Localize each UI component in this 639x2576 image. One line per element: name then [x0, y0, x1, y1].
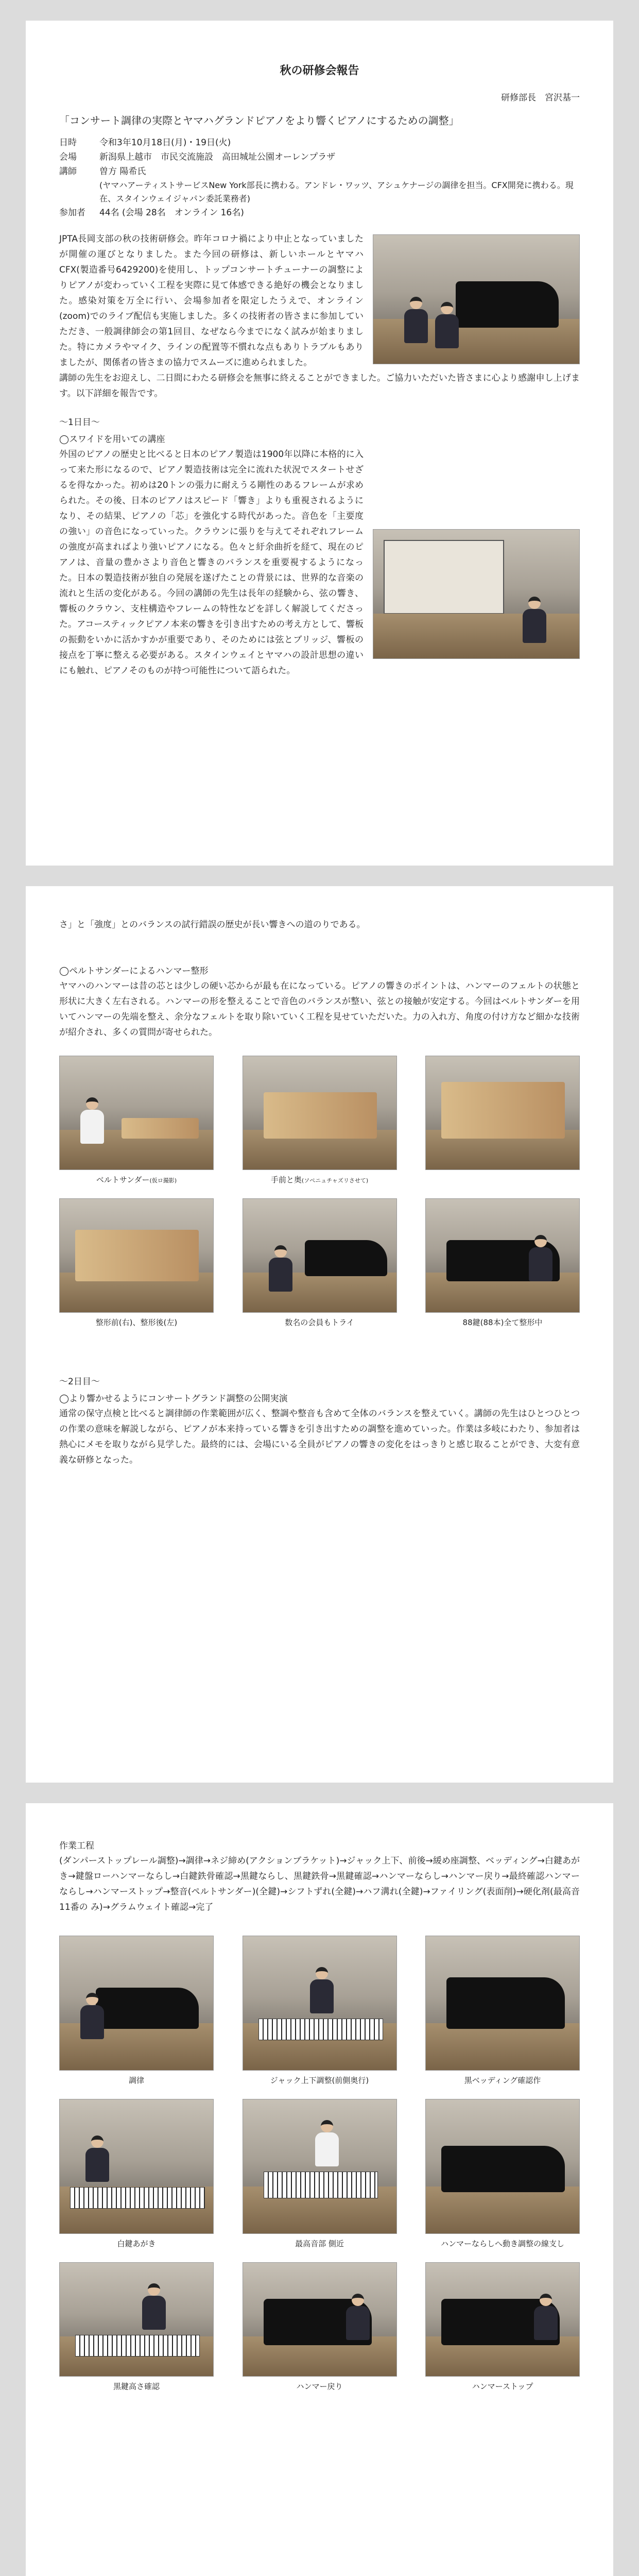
intro-paragraph-2: 講師の先生をお迎えし、二日間にわたる研修会を無事に終えることができました。ご協力いただいた皆さまに心より感謝申し上げます。以下詳細を報告です。 [59, 373, 580, 399]
slide-screen [384, 540, 504, 614]
photo-tuning [59, 1936, 214, 2086]
venue-value: 新潟県上越市 市民交流施設 高田城址公園オーレンプラザ [99, 152, 336, 162]
attendees-label: 参加者 [59, 208, 85, 218]
day1-subheading: ◯スワイドを用いての講座 [59, 434, 165, 445]
report-page-1 [26, 21, 613, 866]
hammer-heading: ◯ペルトサンダーによるハンマー整形 [59, 966, 209, 976]
photo-hammer-stop [425, 2262, 580, 2392]
date-value: 令和3年10月18日(月)・19日(火) [99, 138, 231, 148]
caption-note: (ソペニュチャズリさせて) [301, 1177, 369, 1184]
caption: 数名の会員もトライ [285, 1318, 354, 1327]
report-page-3 [26, 1803, 613, 2576]
photo-hammer-closeup [425, 1056, 580, 1185]
photo-belt-sander [59, 1056, 214, 1185]
event-info [59, 135, 580, 220]
lecturer-note: (ヤマハアーティストサービスNew York部長に携わる。アンドレ・ワッツ、アシュケナージの調律を担当。CFX開発に携わる。現在、スタインウェイジャパン委託業務者) [99, 180, 574, 204]
work-heading: 作業工程 [59, 1841, 94, 1851]
date-label: 日時 [59, 138, 77, 148]
seminar-title: 「コンサート調律の実際とヤマハグランドピアノをより響くピアノにするための調整」 [59, 114, 459, 127]
caption: 白鍵あがき [117, 2239, 156, 2248]
photo-jack-adjust [243, 1936, 397, 2086]
caption: 手前と奥 [270, 1175, 302, 1184]
caption: ハンマーストップ [472, 2382, 533, 2391]
photo-row-4 [59, 2099, 580, 2249]
photo-hammer-return [243, 2262, 397, 2392]
day2-subheading: ◯より響かせるようにコンサートグランド調整の公開実演 [59, 1394, 288, 1404]
day1-paragraph: 外国のピアノの歴史と比べると日本のピアノ製造は1900年以降に本格的に入って来た形になるので、ピアノ製造技術は完全に流れた状況でスタートせざるを得なかった。初めは20トンの張力に耐えうる剛性のあるフレームが求められた。その後、日本のピアノはスピード「響き」よりも重視されるようになり、その結果、ピアノの「芯」を強化する時代があった。音色を「主要度の強い」の音色になっていった。クラウンに張りを与えてそれぞれフレームの強度が高まればより強いピアノになる。色々と紆余曲折を経て、現在のピアノは、音量の豊かさより音色と響きのバランスを重要視するようになった。日本の製造技術が独自の発展を遂げたことの背景には、世界的な音楽の流れと生活の変化がある。今回の講師の先生は長年の経験から、弦の響き、響板のクラウン、支柱構造やフレームの特性などを詳しく解説してくださった。アコースティックピアノ本来の響きを引き出すための考え方として、響板の振動をいかに活かすかが重要であり、そのためには弦とブリッジ、響板の接点を丁寧に整える必要がある。スタインウェイとヤマハの設計思想の違いにも触れ、ピアノそのものが持つ可能性について語られた。 [59, 449, 364, 676]
attendees-value: 44名 (会場 28名 オンライン 16名) [99, 208, 244, 218]
lecturer-value: 曽方 陽希氏 [99, 166, 146, 177]
caption: 88鍵(88本)全て整形中 [462, 1318, 543, 1327]
photo-all-hammers [425, 1198, 580, 1328]
photo-bedding-check [425, 1936, 580, 2086]
hammer-paragraph: ヤマハのハンマーは昔の芯とは少しの硬い芯からが最も在になっている。ピアノの響きのポイントは、ハンマーのフェルトの状態と形状に大きく左右される。ハンマーの形を整えることで音色のバランスが整い、弦との接触が安定する。今回はベルトサンダーを用いてハンマーの先端を整え、余分なフェルトを取り除いていく工程を見せていただいた。力の入れ方、角度の付け方など細かな技術が紹介され、多くの質問が寄せられた。 [59, 981, 580, 1038]
caption: 黒ベッディング確認作 [464, 2076, 541, 2085]
reporter: 研修部長 宮沢基一 [501, 93, 580, 103]
photo-members-try [243, 1198, 397, 1328]
photo-treble-section [243, 2099, 397, 2249]
photo-before-after [59, 1198, 214, 1328]
lecture-photo [373, 234, 580, 364]
caption: 最高音部 側近 [295, 2239, 344, 2248]
caption: ベルトサンダー [96, 1175, 150, 1184]
caption: ハンマー戻り [296, 2382, 343, 2391]
photo-black-key-height [59, 2262, 214, 2392]
photo-row-3 [59, 1936, 580, 2086]
caption: ハンマーならしへ動き調整の線支し [440, 2239, 564, 2248]
slide-photo [373, 529, 580, 659]
report-page-2 [26, 886, 613, 1783]
caption: 黒鍵高さ確認 [113, 2382, 160, 2391]
caption-note: (仮ロ撮影) [149, 1177, 177, 1184]
venue-label: 会場 [59, 152, 77, 162]
caption: 整形前(右)、整形後(左) [95, 1318, 178, 1327]
lecturer-label: 講師 [59, 166, 77, 177]
day2-heading: 〜2日目〜 [59, 1377, 100, 1387]
day1-paragraph-cont: さ」と「強度」とのバランスの試行錯誤の歴史が長い響きへの道のりである。 [59, 920, 366, 930]
photo-hammer-line [425, 2099, 580, 2249]
caption: ジャック上下調整(前側奥行) [270, 2076, 369, 2085]
photo-row-2 [59, 1198, 580, 1328]
day2-paragraph: 通常の保守点検と比べると調律師の作業範囲が広く、整調や整音も含めて全体のバランスを整えていく。講師の先生はひとつひとつの作業の意味を解説しながら、ピアノが本来持っている響きを引き出すための調整を進めていった。作業は多岐にわたり、参加者は熱心にメモを取りながら見学した。最終的には、会場にいる全員がピアノの響きの変化をはっきりと感じ取ることができ、大変有意義な研修となった。 [59, 1409, 580, 1465]
intro-paragraph: JPTA長岡支部の秋の技術研修会。昨年コロナ禍により中止となっていましたが開催の運びとなりました。また今回の研修は、新しいホールとヤマハCFX(製造番号6429200)を使用し、トップコンサートチューナーの調整によりピアノが変わっていく工程を実際に見て体感できる絶好の機会となりました。感染対策を万全に行い、会場参加者を限定したうえで、オンライン(zoom)でのライブ配信も実施しました。多くの技術者の皆さまに参加していただき、一般調律師会の第1回目、なぜなら今までになく試みが始まりました。特にカメラやマイク、ラインの配置等不慣れな点もありトラブルもありましたが、関係者の皆さまの協力でスムーズに進められました。 [59, 234, 364, 368]
photo-row-5 [59, 2262, 580, 2392]
report-title: 秋の研修会報告 [280, 64, 359, 77]
work-flow: (ダンパーストップレール調整)→調律→ネジ締め(アクションブラケット)→ジャック上下、前後→緩め座調整、ベッディング→白鍵あがき→鍵盤ローハンマーならし→白鍵鉄骨確認→黒鍵ならし、黒鍵鉄骨→黒鍵確認→ハンマーならし→ハンマー戻り→最終確認ハンマーならし→ハンマーストップ→整音(ペルトサンダー)(全鍵)→シフトずれ(全鍵)→ハフ溝れ(全鍵)→ファイリング(表面削)→硬化剤(最高音11番の み)→グラムウェイト確認→完了 [59, 1856, 580, 1912]
day1-heading: 〜1日目〜 [59, 417, 100, 428]
caption: 調律 [128, 2076, 144, 2085]
photo-row-1 [59, 1056, 580, 1185]
photo-front-back [243, 1056, 397, 1185]
photo-white-key-dip [59, 2099, 214, 2249]
